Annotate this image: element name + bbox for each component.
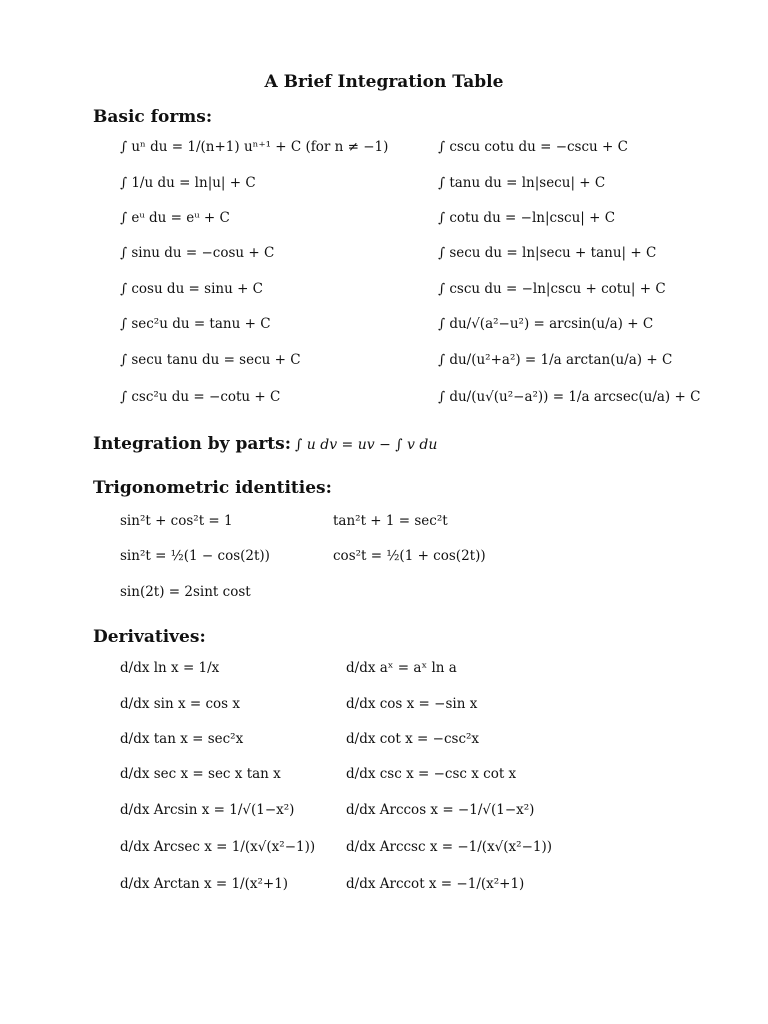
formula-basic-right-7: ∫ du/(u²+a²) = 1/a arctan(u/a) + C [438, 352, 673, 369]
heading-integration-by-parts-label: Integration by parts: [93, 434, 292, 454]
derivative-right-3: d/dx cot x = −csc²x [346, 731, 480, 748]
trig-identity-left-1: sin²t + cos²t = 1 [120, 513, 233, 530]
trig-identity-right-1: tan²t + 1 = sec²t [333, 513, 448, 530]
derivative-left-5: d/dx Arcsin x = 1/√(1−x²) [120, 802, 295, 819]
derivative-left-1: d/dx ln x = 1/x [120, 660, 220, 677]
derivative-left-7: d/dx Arctan x = 1/(x²+1) [120, 876, 289, 893]
formula-basic-left-1: ∫ uⁿ du = 1/(n+1) uⁿ⁺¹ + C (for n ≠ −1) [120, 139, 389, 156]
derivative-right-5: d/dx Arccos x = −1/√(1−x²) [346, 802, 535, 819]
heading-trig-identities: Trigonometric identities: [93, 478, 332, 498]
formula-basic-left-2: ∫ 1/u du = ln|u| + C [120, 175, 256, 192]
formula-basic-left-7: ∫ secu tanu du = secu + C [120, 352, 301, 369]
heading-derivatives: Derivatives: [93, 627, 206, 647]
formula-basic-left-8: ∫ csc²u du = −cotu + C [120, 389, 281, 406]
derivative-left-4: d/dx sec x = sec x tan x [120, 766, 281, 783]
formula-basic-right-1: ∫ cscu cotu du = −cscu + C [438, 139, 628, 156]
heading-integration-by-parts [93, 434, 437, 454]
formula-basic-right-2: ∫ tanu du = ln|secu| + C [438, 175, 606, 192]
trig-identity-right-2: cos²t = ½(1 + cos(2t)) [333, 548, 486, 565]
derivative-right-1: d/dx aˣ = aˣ ln a [346, 660, 457, 677]
formula-basic-right-6: ∫ du/√(a²−u²) = arcsin(u/a) + C [438, 316, 654, 333]
integration-by-parts-formula: ∫ u dv = uv − ∫ v du [295, 437, 438, 453]
derivative-left-6: d/dx Arcsec x = 1/(x√(x²−1)) [120, 839, 316, 856]
trig-identity-left-3: sin(2t) = 2sint cost [120, 584, 251, 601]
derivative-right-7: d/dx Arccot x = −1/(x²+1) [346, 876, 525, 893]
formula-basic-right-5: ∫ cscu du = −ln|cscu + cotu| + C [438, 281, 666, 298]
formula-basic-right-4: ∫ secu du = ln|secu + tanu| + C [438, 245, 657, 262]
trig-identity-left-2: sin²t = ½(1 − cos(2t)) [120, 548, 270, 565]
derivative-right-4: d/dx csc x = −csc x cot x [346, 766, 517, 783]
formula-basic-right-8: ∫ du/(u√(u²−a²)) = 1/a arcsec(u/a) + C [438, 389, 701, 406]
derivative-right-6: d/dx Arccsc x = −1/(x√(x²−1)) [346, 839, 553, 856]
formula-basic-left-3: ∫ eᵘ du = eᵘ + C [120, 210, 230, 227]
derivative-left-2: d/dx sin x = cos x [120, 696, 240, 713]
heading-basic-forms: Basic forms: [93, 107, 213, 127]
formula-basic-right-3: ∫ cotu du = −ln|cscu| + C [438, 210, 616, 227]
formula-basic-left-5: ∫ cosu du = sinu + C [120, 281, 264, 298]
derivative-left-3: d/dx tan x = sec²x [120, 731, 244, 748]
page-title: A Brief Integration Table [264, 72, 504, 92]
formula-basic-left-6: ∫ sec²u du = tanu + C [120, 316, 271, 333]
derivative-right-2: d/dx cos x = −sin x [346, 696, 478, 713]
formula-basic-left-4: ∫ sinu du = −cosu + C [120, 245, 275, 262]
